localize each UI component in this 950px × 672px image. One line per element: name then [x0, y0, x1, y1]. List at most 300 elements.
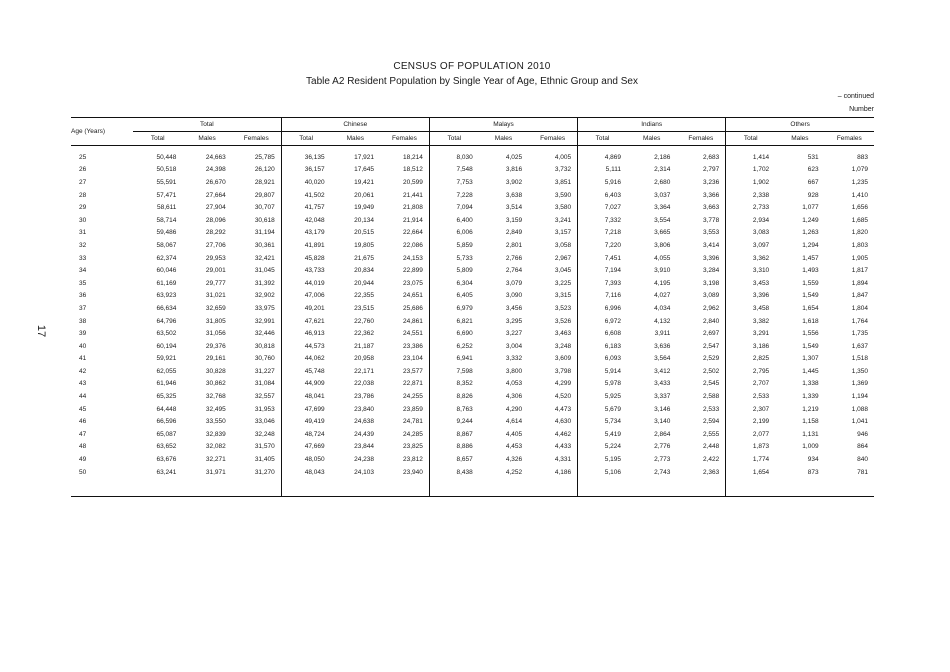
value-cell: 1,131 [802, 430, 819, 438]
value-cell: 22,760 [354, 317, 374, 325]
value-cell: 29,161 [205, 355, 226, 363]
value-cell: 32,839 [205, 430, 226, 438]
table-row [71, 428, 874, 441]
value-cell: 3,412 [654, 367, 671, 375]
value-cell: 3,463 [554, 330, 572, 338]
value-cell: 1,774 [726, 453, 775, 466]
value-cell: 24,638 [354, 418, 374, 426]
value-cell: 2,934 [726, 214, 775, 227]
value-cell: 1,618 [802, 317, 819, 325]
value-cell: 1,905 [851, 254, 868, 262]
value-cell: 30,818 [254, 342, 275, 350]
value-cell: 3,458 [726, 302, 775, 315]
value-cell: 1,410 [851, 191, 868, 199]
value-cell: 23,812 [403, 456, 423, 464]
value-cell: 5,914 [578, 365, 627, 378]
value-cell: 17,645 [354, 166, 374, 174]
value-cell: 3,157 [554, 229, 572, 237]
population-table [71, 117, 874, 497]
value-cell: 1,735 [851, 330, 868, 338]
value-cell: 26,120 [254, 166, 275, 174]
value-cell: 29,777 [205, 279, 226, 287]
value-cell: 32,495 [205, 405, 226, 413]
value-cell: 8,867 [429, 428, 478, 441]
value-cell: 25,686 [403, 304, 423, 312]
value-cell: 24,651 [403, 292, 423, 300]
value-cell: 33,046 [254, 418, 275, 426]
age-cell: 40 [79, 342, 87, 350]
value-cell: 4,290 [505, 405, 523, 413]
value-cell: 3,315 [554, 292, 572, 300]
value-cell: 21,441 [403, 191, 423, 199]
value-cell: 2,962 [703, 304, 720, 312]
value-cell: 30,618 [254, 216, 275, 224]
value-cell: 4,630 [554, 418, 572, 426]
value-cell: 58,611 [156, 204, 177, 212]
value-cell: 23,940 [403, 468, 423, 476]
value-cell: 2,967 [554, 254, 572, 262]
table-footer-row [71, 478, 874, 497]
value-cell: 47,669 [281, 441, 330, 454]
value-cell: 6,996 [578, 302, 627, 315]
value-cell: 7,393 [578, 277, 627, 290]
age-header: Age (Years) [71, 118, 133, 146]
value-cell: 934 [807, 456, 819, 464]
value-cell: 4,614 [505, 418, 523, 426]
value-cell: 3,332 [505, 355, 523, 363]
value-cell: 1,079 [851, 166, 868, 174]
value-cell: 3,295 [505, 317, 523, 325]
value-cell: 4,132 [654, 317, 671, 325]
value-cell: 50,518 [156, 166, 177, 174]
value-cell: 32,446 [254, 330, 275, 338]
value-cell: 928 [807, 191, 819, 199]
value-cell: 3,554 [654, 216, 671, 224]
value-cell: 30,828 [205, 367, 226, 375]
value-cell: 5,809 [429, 264, 478, 277]
value-cell: 3,800 [505, 367, 523, 375]
age-cell: 41 [79, 355, 87, 363]
value-cell: 2,363 [703, 468, 720, 476]
value-cell: 29,376 [205, 342, 226, 350]
value-cell: 1,873 [726, 441, 775, 454]
value-cell: 3,362 [726, 252, 775, 265]
value-cell: 4,025 [505, 153, 523, 161]
table-body [71, 146, 874, 479]
value-cell: 40,020 [281, 176, 330, 189]
value-cell: 3,526 [554, 317, 572, 325]
value-cell: 6,252 [429, 340, 478, 353]
sub-header-total: Total [578, 132, 627, 146]
table-row [71, 415, 874, 428]
value-cell: 31,021 [205, 292, 226, 300]
value-cell: 7,451 [578, 252, 627, 265]
value-cell: 31,194 [254, 229, 275, 237]
value-cell: 46,913 [281, 327, 330, 340]
age-cell: 48 [79, 443, 87, 451]
age-cell: 34 [79, 267, 87, 275]
value-cell: 8,763 [429, 403, 478, 416]
value-cell: 3,816 [505, 166, 523, 174]
report-title: CENSUS OF POPULATION 2010 [393, 61, 551, 72]
value-cell: 2,545 [703, 380, 720, 388]
value-cell: 2,077 [726, 428, 775, 441]
value-cell: 5,106 [578, 466, 627, 479]
value-cell: 31,805 [205, 317, 226, 325]
value-cell: 29,953 [205, 254, 226, 262]
value-cell: 24,861 [403, 317, 423, 325]
value-cell: 48,041 [281, 390, 330, 403]
value-cell: 66,634 [156, 304, 177, 312]
group-header-total: Total [133, 118, 281, 132]
value-cell: 2,529 [703, 355, 720, 363]
value-cell: 8,438 [429, 466, 478, 479]
value-cell: 8,030 [429, 146, 478, 164]
value-cell: 3,337 [654, 393, 671, 401]
table-row [71, 214, 874, 227]
value-cell: 21,187 [354, 342, 374, 350]
value-cell: 23,515 [354, 304, 374, 312]
value-cell: 24,255 [403, 393, 423, 401]
value-cell: 4,331 [554, 456, 572, 464]
value-cell: 2,502 [703, 367, 720, 375]
value-cell: 8,352 [429, 378, 478, 391]
value-cell: 6,979 [429, 302, 478, 315]
value-cell: 61,169 [156, 279, 177, 287]
age-cell: 25 [79, 153, 87, 161]
table-row [71, 264, 874, 277]
value-cell: 2,555 [703, 430, 720, 438]
value-cell: 3,045 [554, 267, 572, 275]
value-cell: 32,248 [254, 430, 275, 438]
value-cell: 1,559 [802, 279, 819, 287]
value-cell: 5,111 [578, 164, 627, 177]
value-cell: 19,949 [354, 204, 374, 212]
value-cell: 29,001 [205, 267, 226, 275]
table-row [71, 201, 874, 214]
value-cell: 41,891 [281, 239, 330, 252]
value-cell: 3,083 [726, 227, 775, 240]
value-cell: 2,588 [703, 393, 720, 401]
value-cell: 3,456 [505, 304, 523, 312]
value-cell: 3,798 [554, 367, 572, 375]
value-cell: 1,338 [802, 380, 819, 388]
value-cell: 24,285 [403, 430, 423, 438]
value-cell: 22,871 [403, 380, 423, 388]
value-cell: 32,991 [254, 317, 275, 325]
sub-header-row [71, 132, 874, 146]
value-cell: 27,664 [205, 191, 226, 199]
value-cell: 41,502 [281, 189, 330, 202]
value-cell: 1,350 [851, 367, 868, 375]
value-cell: 6,183 [578, 340, 627, 353]
value-cell: 30,862 [205, 380, 226, 388]
value-cell: 20,944 [354, 279, 374, 287]
value-cell: 3,636 [654, 342, 671, 350]
sub-header-males: Males [479, 132, 528, 146]
value-cell: 24,103 [354, 468, 374, 476]
value-cell: 6,941 [429, 353, 478, 366]
value-cell: 1,307 [802, 355, 819, 363]
value-cell: 58,067 [156, 241, 177, 249]
value-cell: 49,201 [281, 302, 330, 315]
value-cell: 3,414 [703, 241, 720, 249]
value-cell: 44,909 [281, 378, 330, 391]
table-row [71, 227, 874, 240]
value-cell: 2,533 [703, 405, 720, 413]
value-cell: 4,462 [554, 430, 572, 438]
value-cell: 42,048 [281, 214, 330, 227]
value-cell: 1,654 [726, 466, 775, 479]
value-cell: 63,241 [156, 468, 177, 476]
value-cell: 3,241 [554, 216, 572, 224]
value-cell: 30,361 [254, 241, 275, 249]
value-cell: 5,419 [578, 428, 627, 441]
value-cell: 33,975 [254, 304, 275, 312]
value-cell: 5,978 [578, 378, 627, 391]
value-cell: 5,679 [578, 403, 627, 416]
value-cell: 3,146 [654, 405, 671, 413]
table-row [71, 453, 874, 466]
value-cell: 6,821 [429, 315, 478, 328]
value-cell: 22,899 [403, 267, 423, 275]
value-cell: 3,236 [703, 178, 720, 186]
value-cell: 1,637 [851, 342, 868, 350]
value-cell: 31,227 [254, 367, 275, 375]
value-cell: 48,050 [281, 453, 330, 466]
value-cell: 48,724 [281, 428, 330, 441]
value-cell: 27,706 [205, 241, 226, 249]
value-cell: 19,421 [354, 178, 374, 186]
value-cell: 2,707 [726, 378, 775, 391]
value-cell: 20,061 [354, 191, 374, 199]
value-cell: 4,195 [654, 279, 671, 287]
age-cell: 39 [79, 330, 87, 338]
value-cell: 2,864 [654, 430, 671, 438]
value-cell: 22,086 [403, 241, 423, 249]
value-cell: 28,096 [205, 216, 226, 224]
value-cell: 55,591 [156, 178, 177, 186]
value-cell: 23,386 [403, 342, 423, 350]
value-cell: 23,786 [354, 393, 374, 401]
value-cell: 25,785 [254, 153, 275, 161]
value-cell: 20,834 [354, 267, 374, 275]
value-cell: 3,665 [654, 229, 671, 237]
table-row [71, 146, 874, 164]
value-cell: 31,056 [205, 330, 226, 338]
value-cell: 1,685 [851, 216, 868, 224]
value-cell: 2,840 [703, 317, 720, 325]
value-cell: 26,670 [205, 178, 226, 186]
sub-header-females: Females [825, 132, 874, 146]
value-cell: 20,134 [354, 216, 374, 224]
table-row [71, 164, 874, 177]
sub-header-females: Females [528, 132, 577, 146]
value-cell: 63,502 [156, 330, 177, 338]
page-number: 17 [35, 324, 48, 338]
table-row [71, 403, 874, 416]
table-row [71, 327, 874, 340]
age-cell: 44 [79, 393, 87, 401]
value-cell: 5,734 [578, 415, 627, 428]
value-cell: 1,894 [851, 279, 868, 287]
value-cell: 3,037 [654, 191, 671, 199]
age-cell: 50 [79, 468, 87, 476]
value-cell: 2,743 [654, 468, 671, 476]
value-cell: 8,826 [429, 390, 478, 403]
value-cell: 41,757 [281, 201, 330, 214]
value-cell: 7,332 [578, 214, 627, 227]
value-cell: 7,027 [578, 201, 627, 214]
age-cell: 26 [79, 166, 87, 174]
value-cell: 1,009 [802, 443, 819, 451]
value-cell: 2,697 [703, 330, 720, 338]
value-cell: 31,971 [205, 468, 226, 476]
value-cell: 4,005 [554, 153, 572, 161]
table-row [71, 390, 874, 403]
value-cell: 63,676 [156, 456, 177, 464]
value-cell: 58,714 [156, 216, 177, 224]
unit-label: Number [849, 106, 874, 113]
value-cell: 49,419 [281, 415, 330, 428]
value-cell: 3,364 [654, 204, 671, 212]
value-cell: 24,153 [403, 254, 423, 262]
value-cell: 3,159 [505, 216, 523, 224]
group-header-chinese: Chinese [281, 118, 429, 132]
value-cell: 64,796 [156, 317, 177, 325]
value-cell: 2,683 [703, 153, 720, 161]
value-cell: 3,523 [554, 304, 572, 312]
value-cell: 44,062 [281, 353, 330, 366]
value-cell: 66,596 [156, 418, 177, 426]
value-cell: 4,453 [505, 443, 523, 451]
value-cell: 18,512 [403, 166, 423, 174]
value-cell: 3,225 [554, 279, 572, 287]
value-cell: 33,550 [205, 418, 226, 426]
value-cell: 48,043 [281, 466, 330, 479]
value-cell: 24,551 [403, 330, 423, 338]
value-cell: 32,768 [205, 393, 226, 401]
value-cell: 883 [857, 153, 868, 161]
value-cell: 62,055 [156, 367, 177, 375]
value-cell: 31,084 [254, 380, 275, 388]
value-cell: 2,338 [726, 189, 775, 202]
value-cell: 5,916 [578, 176, 627, 189]
value-cell: 5,195 [578, 453, 627, 466]
value-cell: 45,828 [281, 252, 330, 265]
value-cell: 23,075 [403, 279, 423, 287]
value-cell: 44,573 [281, 340, 330, 353]
value-cell: 1,339 [802, 393, 819, 401]
value-cell: 22,362 [354, 330, 374, 338]
value-cell: 18,214 [403, 153, 423, 161]
value-cell: 1,369 [851, 380, 868, 388]
value-cell: 7,228 [429, 189, 478, 202]
value-cell: 1,817 [851, 267, 868, 275]
value-cell: 24,398 [205, 166, 226, 174]
value-cell: 2,199 [726, 415, 775, 428]
value-cell: 4,027 [654, 292, 671, 300]
value-cell: 7,094 [429, 201, 478, 214]
value-cell: 5,925 [578, 390, 627, 403]
value-cell: 3,902 [505, 178, 523, 186]
table-row [71, 340, 874, 353]
table-row [71, 252, 874, 265]
table-row [71, 189, 874, 202]
value-cell: 7,598 [429, 365, 478, 378]
value-cell: 4,326 [505, 456, 523, 464]
sub-header-total: Total [429, 132, 478, 146]
value-cell: 531 [807, 153, 819, 161]
value-cell: 61,946 [156, 380, 177, 388]
value-cell: 47,621 [281, 315, 330, 328]
sub-header-females: Females [232, 132, 281, 146]
value-cell: 43,733 [281, 264, 330, 277]
table-row [71, 290, 874, 303]
value-cell: 3,284 [703, 267, 720, 275]
value-cell: 5,733 [429, 252, 478, 265]
value-cell: 6,400 [429, 214, 478, 227]
value-cell: 21,675 [354, 254, 374, 262]
table-row [71, 441, 874, 454]
value-cell: 32,902 [254, 292, 275, 300]
value-cell: 3,580 [554, 204, 572, 212]
value-cell: 2,773 [654, 456, 671, 464]
value-cell: 4,299 [554, 380, 572, 388]
value-cell: 20,515 [354, 229, 374, 237]
value-cell: 3,778 [703, 216, 720, 224]
value-cell: 17,921 [354, 153, 374, 161]
sub-header-males: Males [182, 132, 231, 146]
value-cell: 4,433 [554, 443, 572, 451]
value-cell: 1,764 [851, 317, 868, 325]
value-cell: 4,186 [554, 468, 572, 476]
value-cell: 1,820 [851, 229, 868, 237]
value-cell: 28,292 [205, 229, 226, 237]
value-cell: 3,004 [505, 342, 523, 350]
age-cell: 45 [79, 405, 87, 413]
value-cell: 1,518 [851, 355, 868, 363]
age-cell: 30 [79, 216, 87, 224]
value-cell: 6,304 [429, 277, 478, 290]
age-cell: 29 [79, 204, 87, 212]
value-cell: 21,808 [403, 204, 423, 212]
age-cell: 31 [79, 229, 87, 237]
value-cell: 2,594 [703, 418, 720, 426]
value-cell: 1,235 [851, 178, 868, 186]
value-cell: 1,457 [802, 254, 819, 262]
value-cell: 1,158 [802, 418, 819, 426]
value-cell: 2,422 [703, 456, 720, 464]
value-cell: 23,104 [403, 355, 423, 363]
value-cell: 36,135 [281, 146, 330, 164]
value-cell: 6,093 [578, 353, 627, 366]
value-cell: 2,680 [654, 178, 671, 186]
table-subtitle: Table A2 Resident Population by Single Year of Age, Ethnic Group and Sex [306, 76, 638, 87]
value-cell: 8,886 [429, 441, 478, 454]
value-cell: 30,760 [254, 355, 275, 363]
value-cell: 31,570 [254, 443, 275, 451]
value-cell: 23,577 [403, 367, 423, 375]
value-cell: 65,325 [156, 393, 177, 401]
table-row [71, 315, 874, 328]
group-header-row [71, 118, 874, 132]
value-cell: 2,448 [703, 443, 720, 451]
value-cell: 840 [857, 456, 868, 464]
value-cell: 20,958 [354, 355, 374, 363]
value-cell: 1,041 [851, 418, 868, 426]
value-cell: 7,220 [578, 239, 627, 252]
